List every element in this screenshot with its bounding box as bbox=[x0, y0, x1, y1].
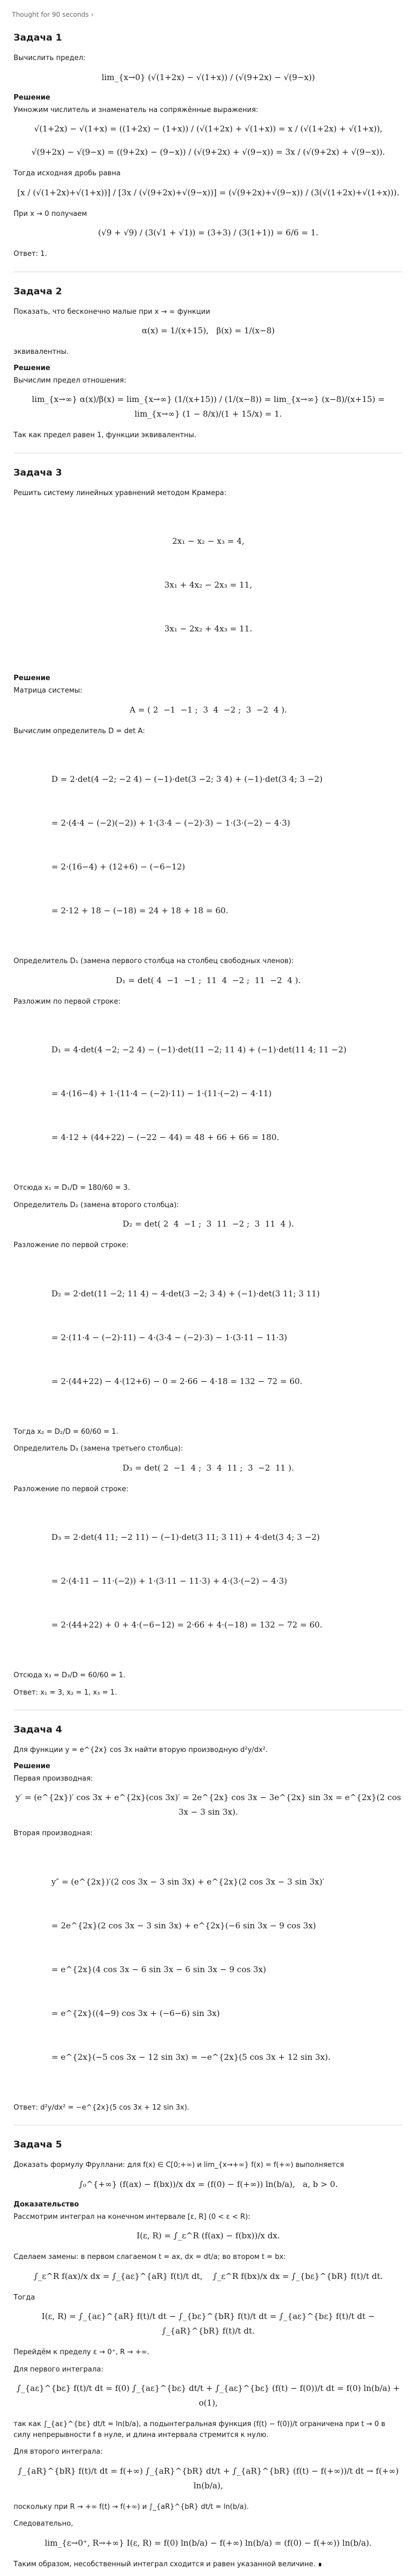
equation-system bbox=[14, 505, 403, 666]
calc-line: = e^{2x}((4−9) cos 3x + (−6−6) sin 3x) bbox=[51, 2008, 220, 2018]
calc-line: y″ = (e^{2x})′(2 cos 3x − 3 sin 3x) + e^{2x}(2 cos 3x − 3 sin 3x)′ bbox=[51, 1876, 325, 1887]
second-derivative bbox=[14, 1846, 403, 2094]
final-limit: lim_{ε→0⁺, R→+∞} I(ε, R) = f(0) ln(b/a) − f(+∞) ln(b/a) = (f(0) − f(+∞)) ln(b/a). bbox=[44, 2538, 372, 2548]
task-4 bbox=[14, 1724, 403, 2113]
proof-label: Доказательство bbox=[14, 2200, 79, 2209]
denominator-conjugate: √(9+2x) − √(9−x) = ((9+2x) − (9−x)) / (√(9+2x) + √(9−x)) = 3x / (√(9+2x) + √(9−x)). bbox=[31, 147, 385, 157]
step-text: так как ∫_{aε}^{bε} dt/t = ln(b/a), а подынтегральная функция (f(t) − f(0))/t ограничена при t → 0 в силу непрерывности f в нуле, и длина интервала стремится к нулю. bbox=[14, 2420, 386, 2439]
step-text: поскольку при R → +∞ f(t) → f(+∞) и ∫_{aR}^{bR} dt/t = ln(b/a). bbox=[14, 2502, 249, 2511]
solution-label: Решение bbox=[14, 364, 50, 372]
calc-line: = e^{2x}(−5 cos 3x − 12 sin 3x) = −e^{2x}(5 cos 3x + 12 sin 3x). bbox=[51, 2052, 331, 2062]
step-text: Тогда исходная дробь равна bbox=[14, 169, 121, 177]
ratio-limit: lim_{x→∞} α(x)/β(x) = lim_{x→∞} (1/(x+15)) / (1/(x−8)) = lim_{x→∞} (x−8)/(x+15) = lim_{x→∞} (1 − 8/x)/(1 + 15/x) = 1. bbox=[31, 394, 387, 419]
calc-line: = 2·12 + 18 − (−18) = 24 + 18 + 18 = 60. bbox=[51, 906, 228, 915]
conclusion: Таким образом, несобственный интеграл сходится и равен указанной величине. ∎ bbox=[14, 2560, 322, 2568]
chevron-right-icon: › bbox=[91, 11, 94, 18]
x3-result: Отсюда x₃ = D₃/D = 60/60 = 1. bbox=[14, 1671, 126, 1679]
matrix-d3: D₃ = det( 2 −1 4 ; 3 4 11 ; 3 −2 11 ). bbox=[122, 1462, 294, 1473]
determinant-d1 bbox=[14, 1013, 403, 1174]
limit-formula: lim_{x→0} (√(1+2x) − √(1+x)) / (√(9+2x) − √(9−x)) bbox=[101, 72, 315, 82]
numerator-conjugate: √(1+2x) − √(1+x) = ((1+2x) − (1+x)) / (√(1+2x) + √(1+x)) = x / (√(1+2x) + √(1+x)), bbox=[34, 124, 382, 134]
solution-label: Решение bbox=[14, 93, 50, 102]
task-statement: Решить систему линейных уравнений методом Крамера: bbox=[14, 489, 227, 497]
task-title: Задача 5 bbox=[14, 2139, 62, 2150]
answer: Ответ: d²y/dx² = −e^{2x}(5 cos 3x + 12 sin 3x). bbox=[14, 2103, 189, 2112]
task-statement: Вычислить предел: bbox=[14, 54, 86, 62]
calc-line: D₂ = 2·det(11 −2; 11 4) − 4·det(3 −2; 3 4) + (−1)·det(3 11; 3 11) bbox=[51, 1288, 320, 1299]
functions-formula: α(x) = 1/(x+15), β(x) = 1/(x−8) bbox=[142, 326, 275, 335]
solution-label: Решение bbox=[14, 1762, 50, 1770]
step-text: Определитель D₃ (замена третьего столбца): bbox=[14, 1445, 183, 1453]
step-text: Для второго интеграла: bbox=[14, 2448, 103, 2456]
step-text: Разложение по первой строке: bbox=[14, 1485, 129, 1493]
step-text: Тогда bbox=[14, 2293, 35, 2302]
equation-3: 3x₁ − 2x₂ + 4x₃ = 11. bbox=[164, 624, 253, 634]
task-1 bbox=[14, 32, 403, 260]
answer-content bbox=[14, 32, 403, 2576]
step-text: Определитель D₂ (замена второго столбца): bbox=[14, 1201, 179, 1209]
calc-line: = 4·12 + (44+22) − (−22 − 44) = 48 + 66 + 66 = 180. bbox=[51, 1132, 280, 1142]
solution-label: Решение bbox=[14, 674, 50, 682]
step-text: Перейдём к пределу ε → 0⁺, R → +∞. bbox=[14, 2348, 149, 2356]
conclusion: Так как предел равен 1, функции эквивалентны. bbox=[14, 431, 196, 439]
answer: Ответ: x₁ = 3, x₂ = 1, x₃ = 1. bbox=[14, 1688, 117, 1697]
calc-line: = 2·(44+22) + 0 + 4·(−6−12) = 2·66 + 4·(−18) = 132 − 72 = 60. bbox=[51, 1620, 322, 1630]
task-title: Задача 1 bbox=[14, 32, 62, 43]
determinant-d3 bbox=[14, 1501, 403, 1662]
calc-line: = 2·(4·11 − 11·(−2)) + 1·(3·11 − 11·3) + 4·(3·(−2) − 4·3) bbox=[51, 1576, 287, 1586]
integral-split: I(ε, R) = ∫_{aε}^{aR} f(t)/t dt − ∫_{bε}^{bR} f(t)/t dt = ∫_{aε}^{bε} f(t)/t dt − ∫_{aR}^{bR} f(t)/t dt. bbox=[42, 2311, 378, 2336]
limit-result: (√9 + √9) / (3(√1 + √1)) = (3+3) / (3(1+1)) = 6/6 = 1. bbox=[98, 228, 319, 238]
calc-line: = 2·(11·4 − (−2)·11) − 4·(3·4 − (−2)·3) − 1·(3·11 − 11·3) bbox=[51, 1332, 287, 1342]
task-title: Задача 2 bbox=[14, 286, 62, 297]
step-text: Для первого интеграла: bbox=[14, 2365, 103, 2374]
step-text: Разложение по первой строке: bbox=[14, 1241, 129, 1249]
x2-result: Тогда x₂ = D₂/D = 60/60 = 1. bbox=[14, 1427, 118, 1436]
first-derivative: y′ = (e^{2x})′ cos 3x + e^{2x}(cos 3x)′ = 2e^{2x} cos 3x − 3e^{2x} sin 3x = e^{2x}(2 cos 3x − 3 sin 3x). bbox=[15, 1793, 404, 1817]
step-text: Первая производная: bbox=[14, 1774, 93, 1783]
task-2 bbox=[14, 286, 403, 441]
step-text: Следовательно, bbox=[14, 2520, 74, 2528]
calc-line: = 2·(44+22) − 4·(12+6) − 0 = 2·66 − 4·18 = 132 − 72 = 60. bbox=[51, 1376, 302, 1386]
frullani-formula: ∫₀^{+∞} (f(ax) − f(bx))/x dx = (f(0) − f(+∞)) ln(b/a), a, b > 0. bbox=[78, 2179, 338, 2189]
statement-tail: эквивалентны. bbox=[14, 348, 69, 356]
task-title: Задача 3 bbox=[14, 467, 62, 478]
determinant-d2 bbox=[14, 1257, 403, 1418]
calc-line: = 2·(4·4 − (−2)(−2)) + 1·(3·4 − (−2)·3) − 1·(3·(−2) − 4·3) bbox=[51, 818, 290, 828]
integral-def: I(ε, R) = ∫_ε^R (f(ax) − f(bx))/x dx. bbox=[136, 2231, 280, 2241]
task-statement: Показать, что бесконечно малые при x → ∞ функции bbox=[14, 307, 210, 316]
calc-line: D = 2·det(4 −2; −2 4) − (−1)·det(3 −2; 3 4) + (−1)·det(3 4; 3 −2) bbox=[51, 774, 323, 784]
matrix-d1: D₁ = det( 4 −1 −1 ; 11 4 −2 ; 11 −2 4 ). bbox=[116, 975, 301, 985]
equation-2: 3x₁ + 4x₂ − 2x₃ = 11, bbox=[164, 580, 253, 590]
task-3 bbox=[14, 467, 403, 1698]
step-text: При x → 0 получаем bbox=[14, 209, 87, 218]
task-5 bbox=[14, 2139, 403, 2570]
step-text: Рассмотрим интеграл на конечном интервале [ε, R] (0 < ε < R): bbox=[14, 2212, 250, 2221]
x1-result: Отсюда x₁ = D₁/D = 180/60 = 3. bbox=[14, 1184, 130, 1192]
calc-line: D₃ = 2·det(4 11; −2 11) − (−1)·det(3 11; 3 11) + 4·det(3 4; 3 −2) bbox=[51, 1532, 320, 1542]
step-text: Разложим по первой строке: bbox=[14, 997, 121, 1006]
step-text: Сделаем замены: в первом слагаемом t = ax, dx = dt/a; во втором t = bx: bbox=[14, 2253, 286, 2261]
matrix-d2: D₂ = det( 2 4 −1 ; 3 11 −2 ; 3 11 4 ). bbox=[122, 1219, 294, 1229]
calc-line: = 2e^{2x}(2 cos 3x − 3 sin 3x) + e^{2x}(−6 sin 3x − 9 cos 3x) bbox=[51, 1920, 316, 1931]
substitution: ∫_ε^R f(ax)/x dx = ∫_{aε}^{aR} f(t)/t dt, ∫_ε^R f(bx)/x dx = ∫_{bε}^{bR} f(t)/t dt. bbox=[34, 2271, 383, 2281]
task-statement: Для функции y = e^{2x} cos 3x найти вторую производную d²y/dx². bbox=[14, 1746, 268, 1754]
step-text: Вычислим определитель D = det A: bbox=[14, 727, 145, 735]
second-integral: ∫_{aR}^{bR} f(t)/t dt = f(+∞) ∫_{aR}^{bR} dt/t + ∫_{aR}^{bR} (f(t) − f(+∞))/t dt → f(+∞) ln(b/a), bbox=[18, 2466, 401, 2491]
first-integral: ∫_{aε}^{bε} f(t)/t dt = f(0) ∫_{aε}^{bε} dt/t + ∫_{aε}^{bε} (f(t) − f(0))/t dt = f(0) ln(b/a) + o(1), bbox=[16, 2383, 402, 2408]
thought-label: Thought for 90 seconds bbox=[12, 11, 89, 18]
answer: Ответ: 1. bbox=[14, 250, 47, 258]
fraction-simplified: [x / (√(1+2x)+√(1+x))] / [3x / (√(9+2x)+√(9−x))] = (√(9+2x)+√(9−x)) / (3(√(1+2x)+√(1+x))). bbox=[17, 187, 400, 197]
calc-line: = 4·(16−4) + 1·(11·4 − (−2)·11) − 1·(11·(−2) − 4·11) bbox=[51, 1089, 272, 1098]
determinant-d bbox=[14, 743, 403, 947]
calc-line: D₁ = 4·det(4 −2; −2 4) − (−1)·det(11 −2; 11 4) + (−1)·det(11 4; 11 −2) bbox=[51, 1045, 347, 1055]
step-text: Определитель D₁ (замена первого столбца на столбец свободных членов): bbox=[14, 957, 294, 965]
calc-line: = 2·(16−4) + (12+6) − (−6−12) bbox=[51, 862, 186, 872]
step-text: Вычислим предел отношения: bbox=[14, 376, 127, 385]
task-statement: Доказать формулу Фруллани: для f(x) ∈ C[0;+∞) и lim_{x→+∞} f(x) = f(+∞) выполняется bbox=[14, 2161, 344, 2169]
calc-line: = e^{2x}(4 cos 3x − 6 sin 3x − 6 sin 3x − 9 cos 3x) bbox=[51, 1964, 266, 1974]
step-text: Умножим числитель и знаменатель на сопряжённые выражения: bbox=[14, 106, 259, 114]
step-text: Матрица системы: bbox=[14, 687, 83, 695]
equation-1: 2x₁ − x₂ − x₃ = 4, bbox=[172, 536, 245, 546]
step-text: Вторая производная: bbox=[14, 1829, 93, 1837]
thought-toggle[interactable] bbox=[12, 11, 94, 18]
task-title: Задача 4 bbox=[14, 1724, 62, 1735]
matrix-a: A = ( 2 −1 −1 ; 3 4 −2 ; 3 −2 4 ). bbox=[129, 704, 287, 715]
